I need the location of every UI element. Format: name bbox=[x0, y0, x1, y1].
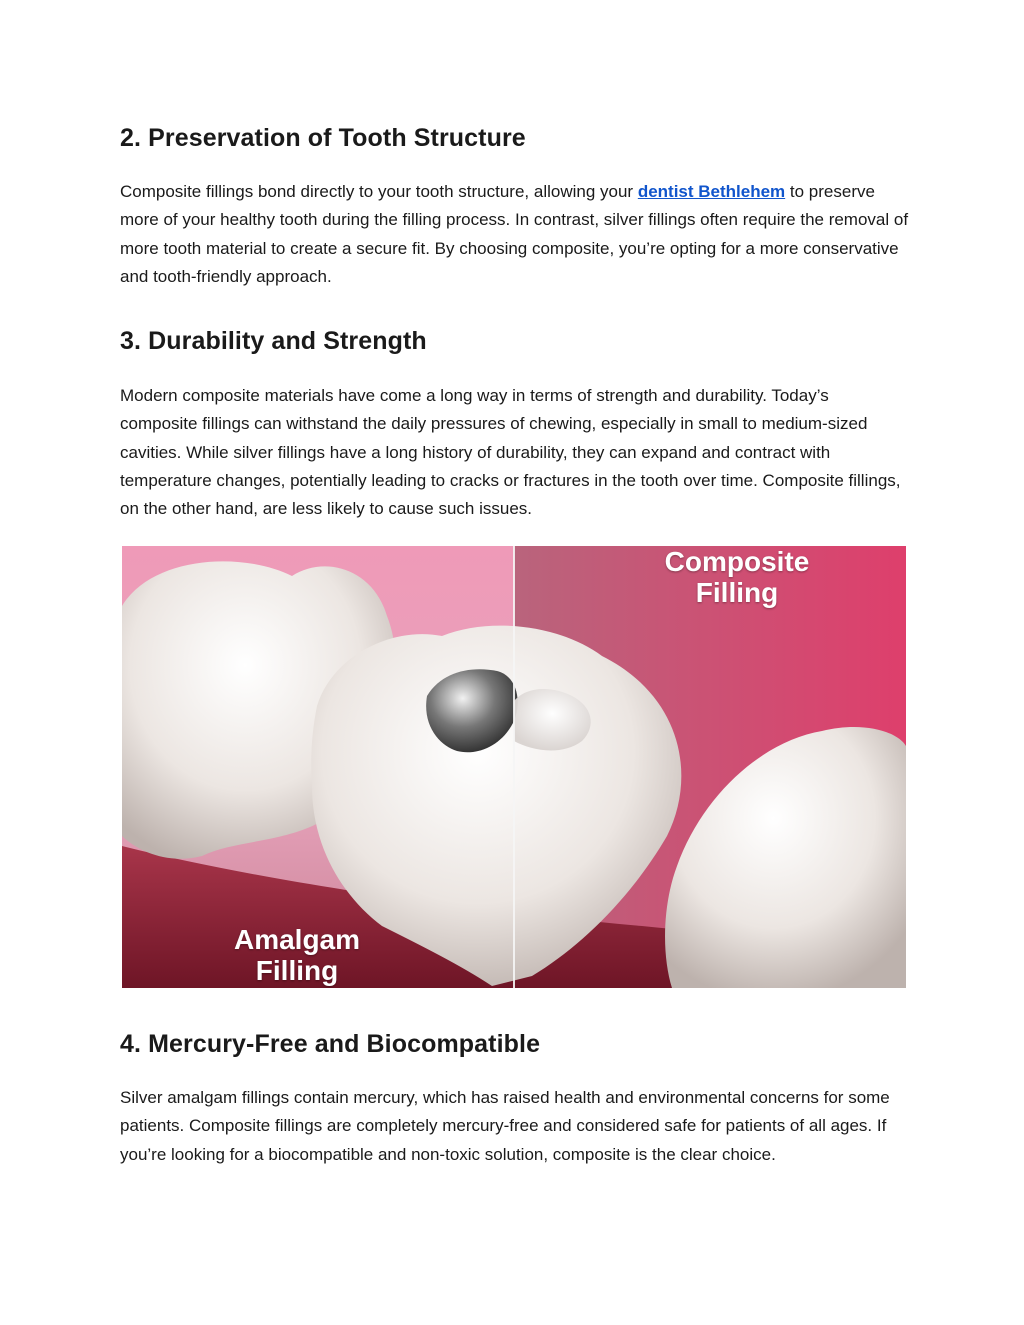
section-paragraph-mercury-free: Silver amalgam fillings contain mercury, which has raised health and environmental concerns for some patients. Composite fillings are completely mercury-free and considered safe for patients of all ages. If you’re looking for a biocompatible and non-toxic solution, composite is the clear choice. bbox=[120, 1088, 890, 1164]
section-paragraph-preservation bbox=[120, 178, 910, 291]
amalgam-filling-label bbox=[202, 924, 392, 986]
section-heading-durability: 3. Durability and Strength bbox=[120, 327, 427, 355]
teeth-illustration bbox=[122, 546, 906, 988]
paragraph-text: to preserve more of your healthy tooth during the filling process. In contrast, silver fillings often require the removal of more tooth material to create a secure fit. By choosing composite, you’re opting for a more conservative and tooth-friendly approach. bbox=[120, 182, 909, 286]
section-paragraph-durability: Modern composite materials have come a long way in terms of strength and durability. Today’s composite fillings can withstand the daily pressures of chewing, especially in small to medium-sized cavities. While silver fillings have a long history of durability, they can expand and contract with temperature changes, potentially leading to cracks or fractures in the tooth over time. Composite fillings, on the other hand, are less likely to cause such issues. bbox=[120, 386, 901, 519]
label-line: Filling bbox=[255, 955, 339, 986]
composite-filling-label bbox=[632, 546, 842, 608]
label-line: Filling bbox=[695, 577, 779, 608]
paragraph-text: Composite fillings bond directly to your tooth structure, allowing your bbox=[120, 182, 638, 201]
label-line: Composite bbox=[664, 546, 810, 577]
dentist-bethlehem-link[interactable]: dentist Bethlehem bbox=[637, 182, 786, 201]
section-heading-preservation: 2. Preservation of Tooth Structure bbox=[120, 124, 526, 152]
label-line: Amalgam bbox=[233, 924, 361, 955]
filling-comparison-image bbox=[122, 546, 906, 988]
section-heading-mercury-free: 4. Mercury-Free and Biocompatible bbox=[120, 1030, 541, 1058]
